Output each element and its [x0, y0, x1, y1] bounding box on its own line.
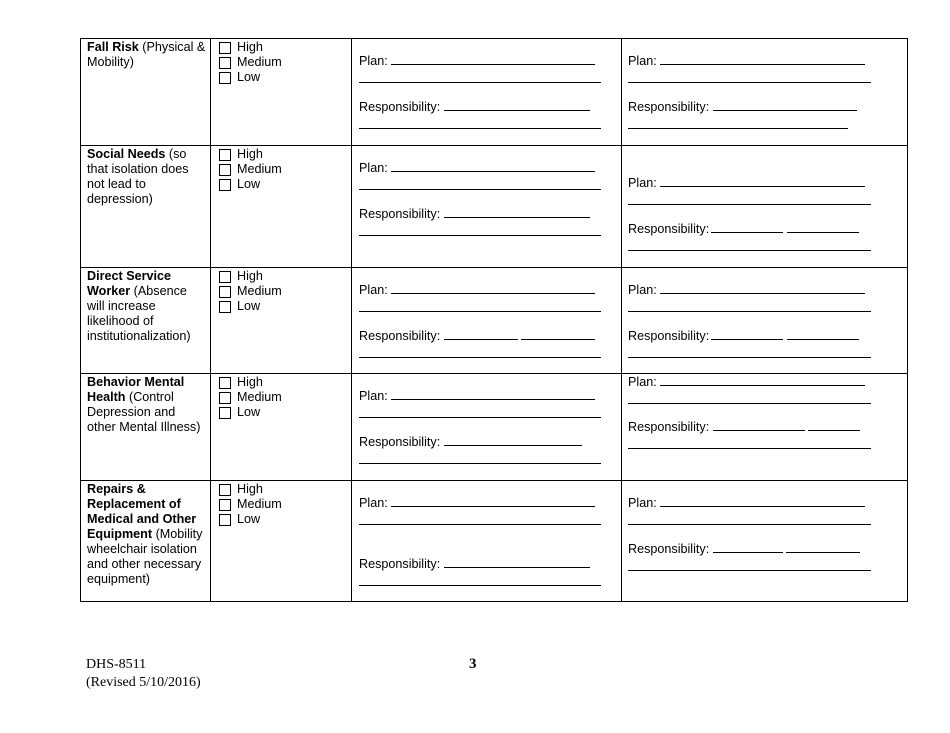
- plan-label: Plan:: [359, 283, 388, 297]
- plan-label: Plan:: [628, 496, 657, 510]
- responsibility-field[interactable]: [444, 435, 582, 446]
- category-cell: [81, 374, 211, 481]
- table-row: [81, 268, 908, 374]
- responsibility-field[interactable]: [713, 420, 805, 431]
- plan-label: Plan:: [628, 54, 657, 68]
- responsibility-field[interactable]: [444, 100, 590, 111]
- form-number: DHS-8511: [86, 657, 147, 672]
- plan-line[interactable]: [359, 417, 601, 418]
- risk-medium-checkbox[interactable]: [219, 499, 231, 511]
- plan-field[interactable]: [391, 161, 595, 172]
- category-cell: [81, 146, 211, 268]
- risk-medium-label: Medium: [237, 55, 282, 69]
- responsibility-label: Responsibility:: [628, 542, 710, 556]
- plan-label: Plan:: [359, 496, 388, 510]
- category-cell: [81, 268, 211, 374]
- responsibility-label: Responsibility:: [359, 100, 441, 114]
- plan-label: Plan:: [359, 161, 388, 175]
- risk-low-checkbox[interactable]: [219, 301, 231, 313]
- plan-line[interactable]: [628, 524, 871, 525]
- plan-line[interactable]: [359, 524, 601, 525]
- table-row: [81, 374, 908, 481]
- table-row: [81, 481, 908, 602]
- risk-low-checkbox[interactable]: [219, 514, 231, 526]
- plan-label: Plan:: [359, 54, 388, 68]
- responsibility-field[interactable]: [787, 222, 859, 233]
- plan-line[interactable]: [359, 311, 601, 312]
- risk-level-cell: [211, 268, 352, 374]
- risk-medium-label: Medium: [237, 497, 282, 511]
- responsibility-label: Responsibility:: [359, 435, 441, 449]
- risk-high-checkbox[interactable]: [219, 42, 231, 54]
- plan-line[interactable]: [628, 311, 871, 312]
- responsibility-field[interactable]: [711, 222, 783, 233]
- risk-low-label: Low: [237, 177, 261, 191]
- responsibility-line[interactable]: [359, 235, 601, 236]
- risk-level-cell: [211, 481, 352, 602]
- plan-label: Plan:: [628, 176, 657, 190]
- risk-high-label: High: [237, 375, 263, 389]
- risk-high-label: High: [237, 269, 263, 283]
- risk-low-checkbox[interactable]: [219, 72, 231, 84]
- plan-cell-right: [622, 39, 908, 146]
- plan-cell-left: [352, 481, 622, 602]
- plan-field[interactable]: [660, 283, 865, 294]
- risk-high-label: High: [237, 147, 263, 161]
- risk-level-cell: [211, 39, 352, 146]
- page-number: 3: [469, 656, 477, 672]
- plan-cell-left: [352, 146, 622, 268]
- plan-label: Plan:: [628, 375, 657, 389]
- responsibility-field[interactable]: [444, 207, 590, 218]
- responsibility-field[interactable]: [713, 542, 783, 553]
- plan-label: Plan:: [359, 389, 388, 403]
- responsibility-line[interactable]: [359, 463, 601, 464]
- risk-high-label: High: [237, 482, 263, 496]
- category-description: (Physical & Mobility): [87, 40, 206, 69]
- plan-cell-right: [622, 268, 908, 374]
- responsibility-field[interactable]: [521, 329, 595, 340]
- plan-cell-right: [622, 481, 908, 602]
- responsibility-line[interactable]: [628, 128, 848, 129]
- plan-cell-left: [352, 374, 622, 481]
- plan-field[interactable]: [391, 389, 595, 400]
- risk-low-checkbox[interactable]: [219, 407, 231, 419]
- responsibility-field[interactable]: [713, 100, 857, 111]
- category-description: (Absence will increase likelihood of institutionalization): [87, 284, 191, 343]
- responsibility-field[interactable]: [444, 557, 590, 568]
- responsibility-line[interactable]: [628, 570, 871, 571]
- plan-field[interactable]: [660, 176, 865, 187]
- risk-low-checkbox[interactable]: [219, 179, 231, 191]
- responsibility-field[interactable]: [787, 329, 859, 340]
- plan-cell-left: [352, 268, 622, 374]
- care-plan-table: [80, 38, 908, 602]
- responsibility-line[interactable]: [628, 250, 871, 251]
- risk-high-checkbox[interactable]: [219, 377, 231, 389]
- risk-medium-label: Medium: [237, 390, 282, 404]
- table-row: [81, 39, 908, 146]
- responsibility-label: Responsibility:: [628, 100, 710, 114]
- plan-line[interactable]: [628, 204, 871, 205]
- responsibility-line[interactable]: [628, 357, 871, 358]
- plan-line[interactable]: [628, 82, 871, 83]
- category-description: (Mobility wheelchair isolation and other necessary equipment): [87, 527, 203, 586]
- responsibility-field[interactable]: [711, 329, 783, 340]
- risk-low-label: Low: [237, 299, 261, 313]
- risk-high-checkbox[interactable]: [219, 149, 231, 161]
- form-footer: [86, 656, 201, 692]
- plan-field[interactable]: [660, 375, 865, 386]
- responsibility-label: Responsibility:: [359, 557, 441, 571]
- responsibility-field[interactable]: [786, 542, 860, 553]
- category-description: (Control Depression and other Mental Illness): [87, 390, 201, 434]
- plan-field[interactable]: [391, 54, 595, 65]
- responsibility-line[interactable]: [359, 357, 601, 358]
- plan-cell-right: [622, 374, 908, 481]
- plan-line[interactable]: [628, 403, 871, 404]
- risk-high-checkbox[interactable]: [219, 271, 231, 283]
- responsibility-label: Responsibility:: [628, 222, 710, 236]
- responsibility-line[interactable]: [628, 448, 871, 449]
- plan-cell-right: [622, 146, 908, 268]
- risk-medium-checkbox[interactable]: [219, 392, 231, 404]
- category-title: Repairs & Replacement of Medical and Other Equipment: [87, 482, 197, 541]
- category-cell: [81, 481, 211, 602]
- risk-high-checkbox[interactable]: [219, 484, 231, 496]
- responsibility-label: Responsibility:: [628, 329, 710, 343]
- risk-medium-label: Medium: [237, 162, 282, 176]
- category-description: (so that isolation does not lead to depression): [87, 147, 189, 206]
- responsibility-line[interactable]: [359, 128, 601, 129]
- risk-low-label: Low: [237, 405, 261, 419]
- revision-date: (Revised 5/10/2016): [86, 675, 201, 690]
- risk-medium-checkbox[interactable]: [219, 57, 231, 69]
- plan-line[interactable]: [359, 82, 601, 83]
- risk-medium-label: Medium: [237, 284, 282, 298]
- responsibility-label: Responsibility:: [359, 329, 441, 343]
- category-title: Social Needs: [87, 147, 166, 161]
- responsibility-field[interactable]: [808, 420, 860, 431]
- plan-field[interactable]: [391, 283, 595, 294]
- responsibility-label: Responsibility:: [628, 420, 710, 434]
- table-row: [81, 146, 908, 268]
- plan-label: Plan:: [628, 283, 657, 297]
- category-title: Behavior Mental Health: [87, 375, 185, 404]
- plan-line[interactable]: [359, 189, 601, 190]
- responsibility-line[interactable]: [359, 585, 601, 586]
- risk-medium-checkbox[interactable]: [219, 164, 231, 176]
- plan-field[interactable]: [391, 496, 595, 507]
- plan-cell-left: [352, 39, 622, 146]
- risk-level-cell: [211, 374, 352, 481]
- risk-low-label: Low: [237, 70, 261, 84]
- risk-medium-checkbox[interactable]: [219, 286, 231, 298]
- plan-field[interactable]: [660, 54, 865, 65]
- risk-low-label: Low: [237, 512, 261, 526]
- risk-high-label: High: [237, 40, 263, 54]
- risk-level-cell: [211, 146, 352, 268]
- category-title: Direct Service Worker: [87, 269, 172, 298]
- plan-field[interactable]: [660, 496, 865, 507]
- responsibility-field[interactable]: [444, 329, 518, 340]
- responsibility-label: Responsibility:: [359, 207, 441, 221]
- category-title: Fall Risk: [87, 40, 139, 54]
- category-cell: [81, 39, 211, 146]
